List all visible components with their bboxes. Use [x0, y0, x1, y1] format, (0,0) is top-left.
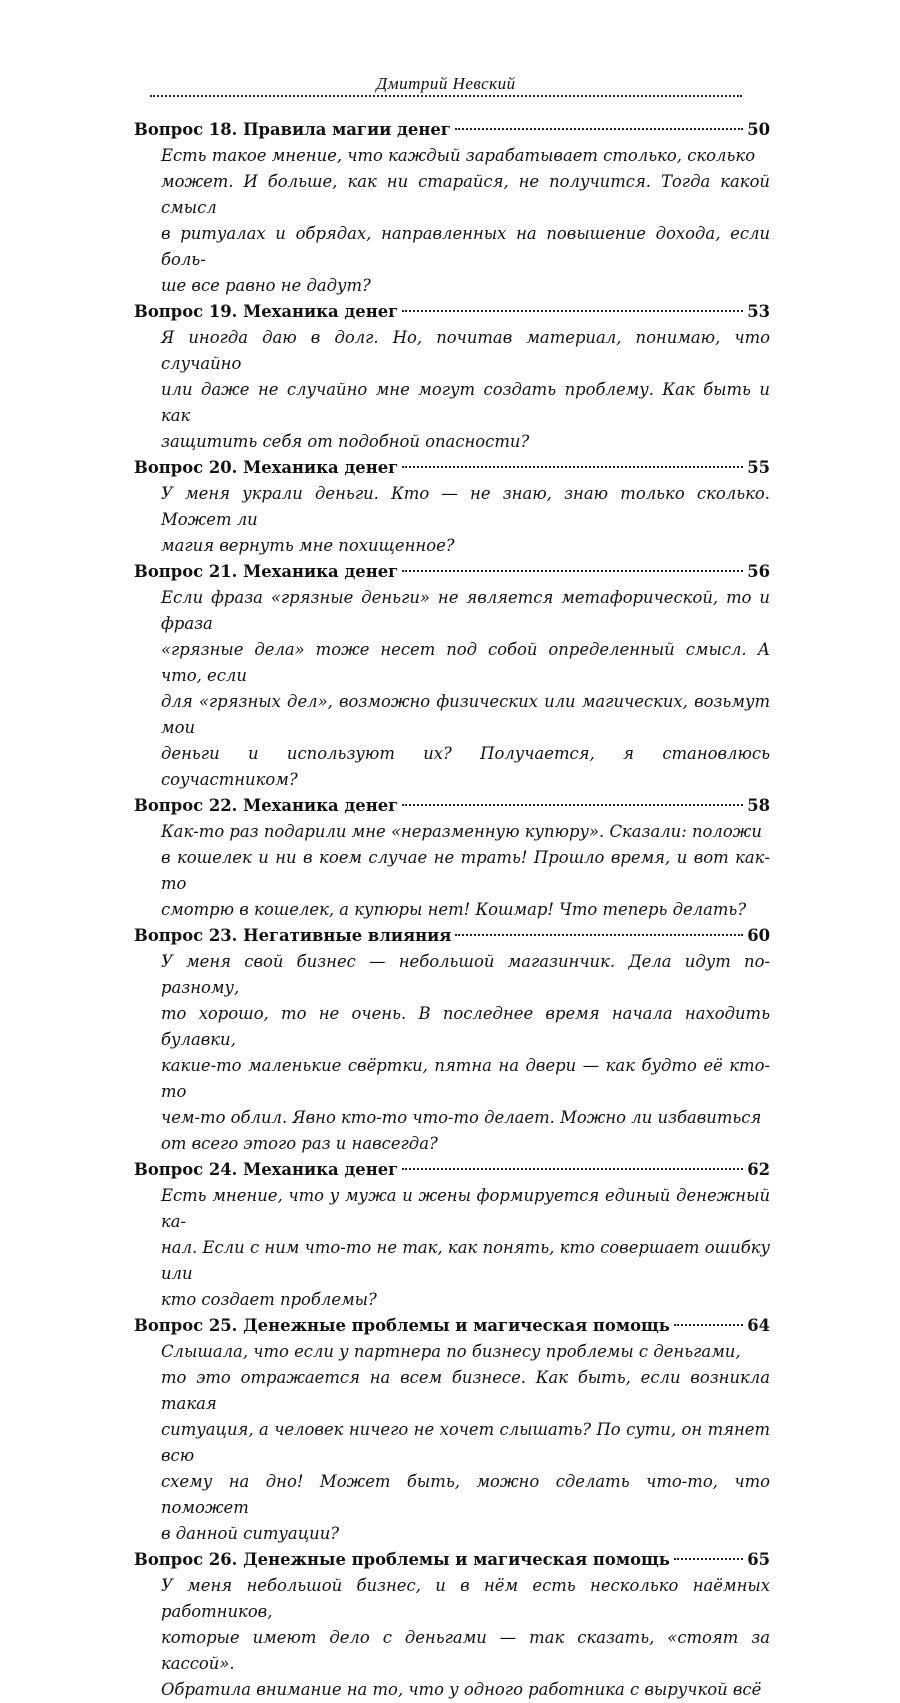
- dot-leader: [402, 466, 743, 468]
- toc-entry-title: Вопрос 25. Денежные проблемы и магическая помощь: [134, 1316, 670, 1335]
- toc-entry-page: 53: [747, 302, 770, 321]
- dot-leader: [455, 128, 743, 130]
- toc-entry-heading[interactable]: [134, 793, 770, 819]
- toc-entry-24: [134, 1157, 770, 1313]
- toc-entry-description: Есть такое мнение, что каждый зарабатывает столько, сколько может. И больше, как ни старайся, не получится. Тогда какой смысл в ритуалах и обрядах, направленных на повышение дохода, если боль- ше все равно не дадут?: [161, 146, 770, 295]
- dot-leader: [402, 1168, 743, 1170]
- toc-entry-title: Вопрос 22. Механика денег: [134, 796, 399, 815]
- toc-entry-page: 58: [747, 796, 770, 815]
- toc-entry-description: Я иногда даю в долг. Но, почитав материал, понимаю, что случайно или даже не случайно мне могут создать проблему. Как быть и как защитить себя от подобной опасности?: [161, 328, 770, 451]
- toc-entry-description: У меня свой бизнес — небольшой магазинчик. Дела идут по-разному, то хорошо, то не очень. В последнее время начала находить булавки, какие-то маленькие свёртки, пятна на двери — как будто её кто-то чем-то облил. Явно кто-то что-то делает. Можно ли избавиться от всего этого раз и навсегда?: [161, 952, 770, 1153]
- toc-entry-heading[interactable]: [134, 117, 770, 143]
- dot-leader: [674, 1324, 743, 1326]
- dot-leader: [402, 804, 743, 806]
- toc-entry-heading[interactable]: [134, 299, 770, 325]
- table-of-contents: [134, 117, 770, 1703]
- toc-entry-page: 55: [747, 458, 770, 477]
- toc-entry-heading[interactable]: [134, 1547, 770, 1573]
- dot-leader: [402, 310, 743, 312]
- toc-entry-19: [134, 299, 770, 455]
- toc-entry-20: [134, 455, 770, 559]
- toc-entry-heading[interactable]: [134, 559, 770, 585]
- toc-entry-18: [134, 117, 770, 299]
- toc-entry-description: Слышала, что если у партнера по бизнесу проблемы с деньгами, то это отражается на всем бизнесе. Как быть, если возникла такая ситуация, а человек ничего не хочет слышать? По сути, он тянет всю схему на дно! Может быть, можно сделать что-то, что поможет в данной ситуации?: [161, 1342, 770, 1543]
- toc-entry-page: 62: [747, 1160, 770, 1179]
- running-header-author: Дмитрий Невский: [376, 74, 516, 93]
- toc-entry-heading[interactable]: [134, 455, 770, 481]
- toc-entry-title: Вопрос 23. Негативные влияния: [134, 926, 452, 945]
- toc-entry-title: Вопрос 24. Механика денег: [134, 1160, 399, 1179]
- toc-entry-description: Как-то раз подарили мне «неразменную купюру». Сказали: положи в кошелек и ни в коем случае не трать! Прошло время, и вот как-то смотрю в кошелек, а купюры нет! Кошмар! Что теперь делать?: [161, 822, 770, 919]
- toc-entry-title: Вопрос 20. Механика денег: [134, 458, 399, 477]
- toc-entry-description: Есть мнение, что у мужа и жены формируется единый денежный ка- нал. Если с ним что-то не так, как понять, кто совершает ошибку или кто создает проблемы?: [161, 1186, 770, 1309]
- toc-entry-title: Вопрос 26. Денежные проблемы и магическая помощь: [134, 1550, 670, 1569]
- toc-entry-26: [134, 1547, 770, 1703]
- toc-entry-page: 65: [747, 1550, 770, 1569]
- toc-entry-page: 56: [747, 562, 770, 581]
- dot-leader: [402, 570, 743, 572]
- toc-entry-description: У меня небольшой бизнес, и в нём есть несколько наёмных работников, которые имеют дело с деньгами — так сказать, «стоят за кассой». Обратила внимание на то, что у одного работника с выручкой всё: [161, 1576, 770, 1699]
- toc-entry-page: 50: [747, 120, 770, 139]
- header-dotted-rule: [150, 95, 742, 97]
- dot-leader: [455, 934, 743, 936]
- toc-entry-title: Вопрос 21. Механика денег: [134, 562, 399, 581]
- toc-entry-title: Вопрос 18. Правила магии денег: [134, 120, 451, 139]
- toc-entry-description: Если фраза «грязные деньги» не является метафорической, то и фраза «грязные дела» тоже несет под собой определенный смысл. А что, если для «грязных дел», возможно физических или магических, возьмут мои деньги и используют их? Получается, я становлюсь соучастником?: [161, 588, 770, 789]
- toc-entry-page: 60: [747, 926, 770, 945]
- toc-entry-heading[interactable]: [134, 923, 770, 949]
- toc-entry-heading[interactable]: [134, 1157, 770, 1183]
- toc-entry-description: У меня украли деньги. Кто — не знаю, знаю только сколько. Может ли магия вернуть мне похищенное?: [161, 484, 770, 555]
- toc-entry-21: [134, 559, 770, 793]
- toc-entry-title: Вопрос 19. Механика денег: [134, 302, 399, 321]
- toc-entry-heading[interactable]: [134, 1313, 770, 1339]
- dot-leader: [674, 1558, 743, 1560]
- toc-entry-22: [134, 793, 770, 923]
- toc-entry-23: [134, 923, 770, 1157]
- toc-entry-page: 64: [747, 1316, 770, 1335]
- toc-entry-25: [134, 1313, 770, 1547]
